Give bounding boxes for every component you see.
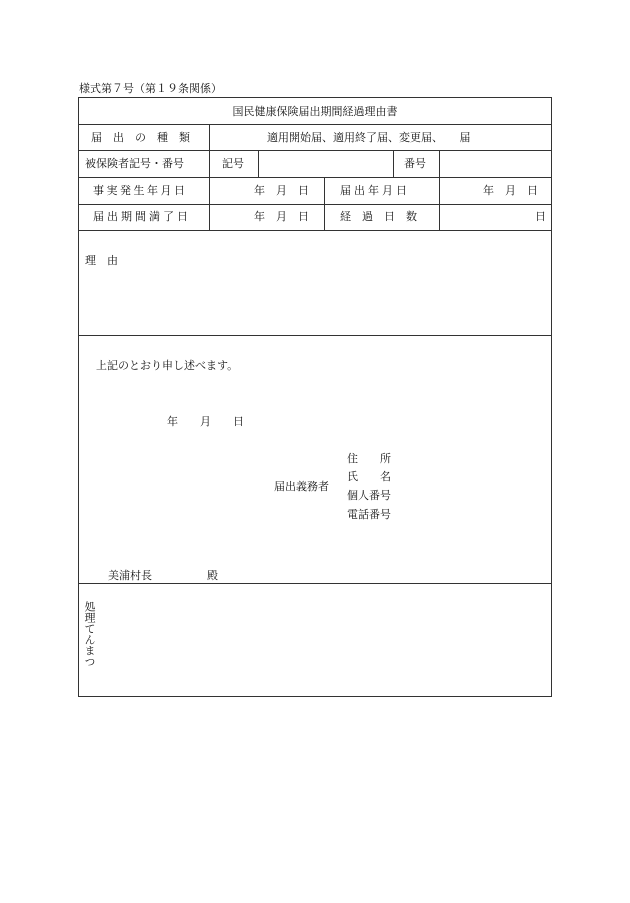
reason-label: 理 由: [85, 254, 118, 267]
form-title: 国民健康保険届出期間経過理由書: [232, 105, 398, 118]
obligor-label: 届出義務者: [274, 480, 329, 493]
elapsed-value: 日: [535, 210, 546, 223]
kigou-label: 記号: [222, 157, 244, 170]
column-divider: [209, 124, 210, 230]
form-number-label: 様式第７号（第１９条関係）: [79, 82, 222, 95]
column-divider: [258, 150, 259, 177]
addressee: 美浦村長 殿: [108, 569, 218, 582]
row-divider: [79, 335, 551, 336]
type-label: 届 出 の 種 類: [91, 131, 190, 144]
processing-label: 処理てんまつ: [83, 601, 96, 667]
name-field-label: 氏 名: [347, 470, 391, 483]
fact-date-label: 事実発生年月日: [93, 184, 188, 197]
phone-field-label: 電話番号: [347, 508, 391, 521]
column-divider: [324, 177, 325, 230]
deadline-label: 届出期間満了日: [93, 210, 191, 223]
row-divider: [79, 583, 551, 584]
row-divider: [79, 230, 551, 231]
column-divider: [393, 150, 394, 177]
bangou-label: 番号: [404, 157, 426, 170]
report-date-value: 年 月 日: [483, 184, 538, 197]
address-field-label: 住 所: [347, 452, 391, 465]
row-divider: [79, 204, 551, 205]
row-divider: [79, 177, 551, 178]
declaration-date: 年 月 日: [167, 415, 244, 428]
application-form: [78, 97, 552, 697]
row-divider: [79, 124, 551, 125]
column-divider: [439, 177, 440, 230]
elapsed-label: 経 過 日 数: [340, 210, 417, 223]
declaration-statement: 上記のとおり申し述べます。: [96, 359, 239, 372]
column-divider: [439, 150, 440, 177]
fact-date-value: 年 月 日: [254, 184, 309, 197]
insured-label: 被保険者記号・番号: [85, 157, 184, 170]
deadline-value: 年 月 日: [254, 210, 309, 223]
report-date-label: 届出年月日: [340, 184, 410, 197]
personal-number-field-label: 個人番号: [347, 489, 391, 502]
type-value: 適用開始届、適用終了届、変更届、 届: [267, 131, 471, 144]
row-divider: [79, 150, 551, 151]
